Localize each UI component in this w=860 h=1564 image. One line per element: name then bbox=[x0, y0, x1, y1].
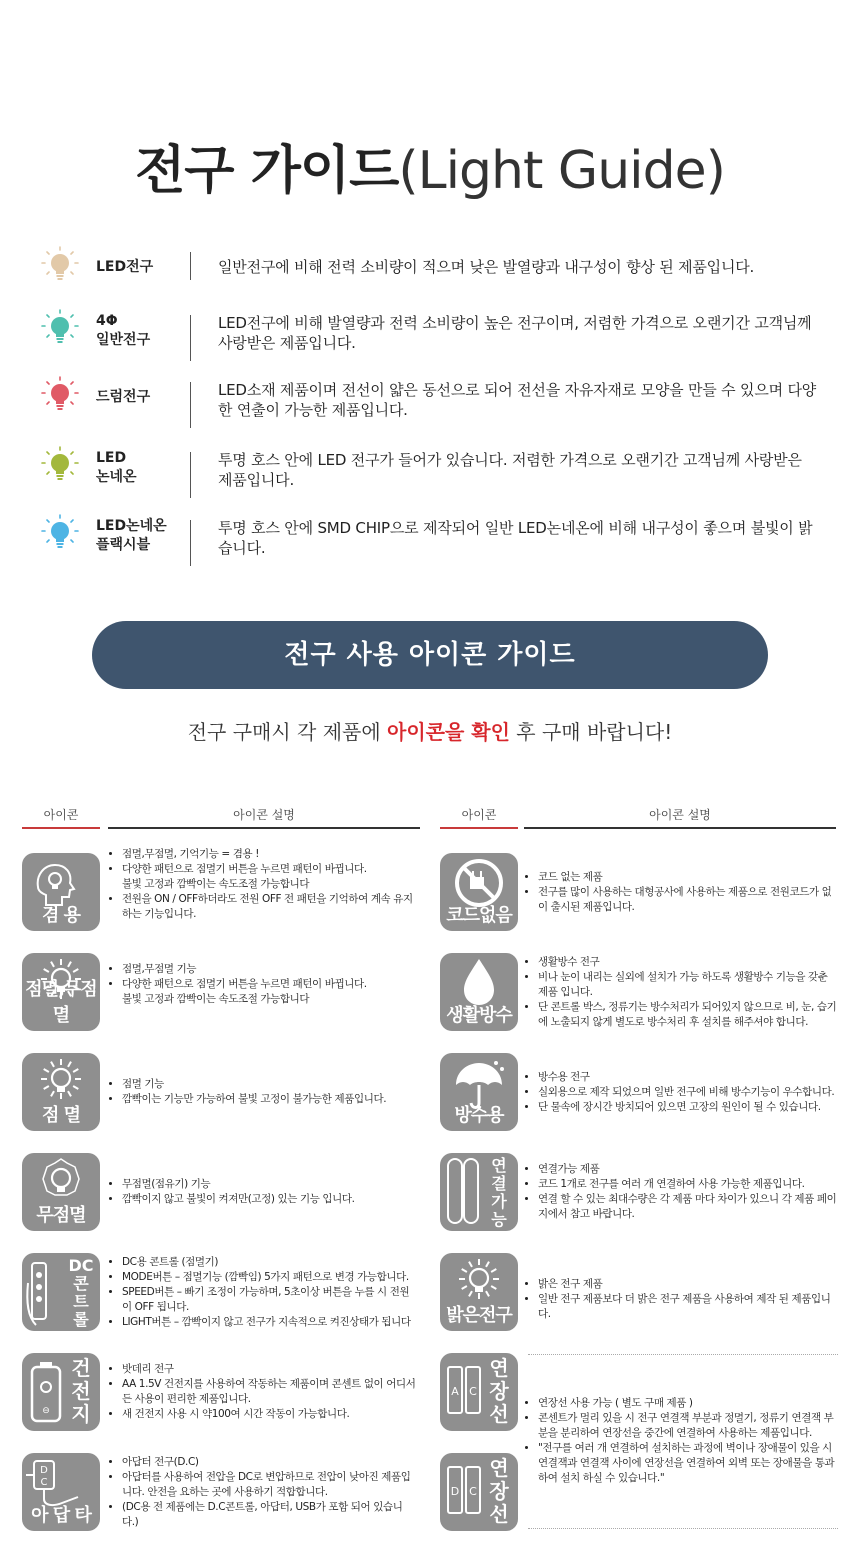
header-rule bbox=[524, 827, 836, 829]
light-type-name: LED논네온 플랙시블 bbox=[96, 518, 167, 553]
steady-bulb-icon bbox=[22, 1153, 100, 1231]
desc-line: • 다양한 패턴으로 점멸기 버튼을 누르면 패턴이 바뀝니다. 불빛 고정과 깜빡이는 속도조절 가능합니다 bbox=[122, 977, 418, 1007]
light-type-name: 드럼전구 bbox=[96, 389, 151, 405]
divider bbox=[190, 315, 191, 361]
extension-desc bbox=[526, 1396, 838, 1486]
desc-line: • 전원을 ON / OFF하더라도 전원 OFF 전 패턴을 기억하여 계속 유지하는 기능입니다. bbox=[122, 892, 418, 922]
icon-label: 점멸,무점멸 bbox=[25, 979, 97, 1026]
blink-bulb-icon bbox=[22, 953, 100, 1031]
desc-line: • 깜빡이는 기능만 가능하여 불빛 고정이 불가능한 제품입니다. bbox=[122, 1092, 418, 1107]
svg-text:A: A bbox=[451, 1385, 459, 1398]
divider bbox=[190, 520, 191, 566]
desc-line: • 새 건전지 사용 시 약100여 시간 작동이 가능합니다. bbox=[122, 1407, 418, 1422]
desc-line: • 밧데리 전구 bbox=[122, 1362, 418, 1377]
icon-label: 점 멸 bbox=[41, 1105, 81, 1126]
desc-line: • 콘센트가 멀리 있을 시 전구 연결잭 부분과 정멸기, 정류기 연결잭 부분을 분리하여 연장선을 중간에 연결하여 사용하는 제품입니다. bbox=[538, 1411, 838, 1441]
no-plug-icon bbox=[440, 853, 518, 931]
icon-label: 밝은전구 bbox=[446, 1305, 512, 1326]
icon-label: 연 장 선 bbox=[489, 1456, 509, 1526]
col-header-desc-left: 아이콘 설명 bbox=[233, 808, 295, 822]
head-bulb-icon bbox=[22, 853, 100, 931]
desc-line: • 점멸 기능 bbox=[122, 1077, 418, 1092]
desc-line: • DC용 콘트롤 (점멸기) bbox=[122, 1255, 418, 1270]
svg-text:C: C bbox=[469, 1485, 477, 1498]
icon-label: 아 답 타 bbox=[31, 1505, 91, 1526]
icon-label: 생활방수 bbox=[446, 1005, 512, 1026]
desc-line: • MODE버튼 – 점멸기능 (깜빡임) 5가지 패턴으로 변경 가능합니다. bbox=[122, 1270, 418, 1285]
light-type-row bbox=[38, 305, 838, 361]
desc-line: • 아답터를 사용하여 전압을 DC로 변압하므로 전압이 낮아진 제품입니다. 안전을 요하는 곳에 사용하기 적합합니다. bbox=[122, 1470, 418, 1500]
desc-line: • 점멸,무점멸 기능 bbox=[122, 962, 418, 977]
light-type-desc: 일반전구에 비해 전력 소비량이 적으며 낮은 발열량과 내구성이 향상 된 제품입니다. bbox=[218, 258, 755, 276]
icon-label: 무점멸 bbox=[36, 1205, 86, 1226]
icon-desc bbox=[526, 870, 838, 915]
light-type-desc: LED전구에 비해 발열량과 전력 소비량이 높은 전구이며, 저렴한 가격으로 오랜기간 고객님께 사랑받은 제품입니다. bbox=[218, 314, 812, 352]
desc-line: • 연장선 사용 가능 ( 별도 구매 제품 ) bbox=[538, 1396, 838, 1411]
icon-label: 연 결 가 능 bbox=[491, 1156, 507, 1229]
header-rule bbox=[108, 827, 420, 829]
bulb-icon bbox=[38, 444, 82, 488]
svg-text:D: D bbox=[40, 1465, 48, 1476]
desc-line: • SPEED버튼 – 빠기 조정이 가능하며, 5초이상 버튼을 누를 시 전원이 OFF 됩니다. bbox=[122, 1285, 418, 1315]
notice-text-end: 후 구매 바랍니다! bbox=[509, 720, 673, 744]
desc-line: • AA 1.5V 건전지를 사용하여 작동하는 제품이며 콘센트 없이 어디서든 사용이 편리한 제품입니다. bbox=[122, 1377, 418, 1407]
icon-desc bbox=[526, 955, 838, 1030]
icon-desc bbox=[110, 1455, 418, 1530]
water-drop-icon bbox=[440, 953, 518, 1031]
icon-label: 연 장 선 bbox=[489, 1356, 509, 1426]
icon-label: DC 콘 트 롤 bbox=[68, 1256, 94, 1329]
light-type-desc: LED소재 제품이며 전선이 얇은 동선으로 되어 전선을 자유자재로 모양을 만들 수 있으며 다양한 연출이 가능한 제품입니다. bbox=[218, 381, 817, 419]
icon-label: 방수용 bbox=[454, 1105, 504, 1126]
bulb-icon bbox=[38, 244, 82, 288]
icon-label: 건 전 지 bbox=[71, 1356, 91, 1426]
dc-controller-icon bbox=[22, 1253, 100, 1331]
icon-guide-banner: 전구 사용 아이콘 가이드 bbox=[92, 621, 768, 689]
icon-desc bbox=[110, 1255, 418, 1330]
divider bbox=[190, 452, 191, 498]
purchase-notice bbox=[0, 716, 860, 745]
light-type-name: LED 논네온 bbox=[96, 450, 137, 485]
desc-line: • LIGHT버튼 – 깜빡이지 않고 전구가 지속적으로 켜진상태가 됩니다 bbox=[122, 1315, 418, 1330]
divider bbox=[528, 1354, 838, 1355]
title-latin: (Light Guide) bbox=[398, 141, 725, 201]
desc-line: • 코드 없는 제품 bbox=[538, 870, 838, 885]
umbrella-icon bbox=[440, 1053, 518, 1131]
desc-line: • 점멸,무점멸, 기억기능 = 겸용 ! bbox=[122, 847, 418, 862]
col-header-desc-right: 아이콘 설명 bbox=[649, 808, 711, 822]
desc-line: • 코드 1개로 전구를 여러 개 연결하여 사용 가능한 제품입니다. bbox=[538, 1177, 838, 1192]
desc-line: • 아답터 전구(D.C) bbox=[122, 1455, 418, 1470]
desc-line: • (DC용 전 제품에는 D.C콘트롤, 아답터, USB가 포함 되어 있습니다.) bbox=[122, 1500, 418, 1530]
notice-highlight: 아이콘을 확인 bbox=[387, 720, 510, 744]
desc-line: • 밝은 전구 제품 bbox=[538, 1277, 838, 1292]
desc-line: • 단 물속에 장시간 방치되어 있으면 고장의 원인이 될 수 있습니다. bbox=[538, 1100, 838, 1115]
page-title bbox=[0, 128, 860, 203]
icon-desc bbox=[110, 962, 418, 1007]
icon-desc bbox=[526, 1162, 838, 1222]
svg-text:D: D bbox=[450, 1485, 460, 1498]
notice-text: 전구 구매시 각 제품에 bbox=[187, 720, 388, 744]
light-type-row bbox=[38, 510, 838, 566]
icon-desc bbox=[110, 1177, 418, 1207]
desc-line: • 생활방수 전구 bbox=[538, 955, 838, 970]
icon-label: 코드없음 bbox=[446, 905, 512, 926]
svg-text:C: C bbox=[469, 1385, 477, 1398]
svg-text:C: C bbox=[40, 1477, 48, 1488]
svg-text:⊖: ⊖ bbox=[42, 1406, 50, 1416]
connect-icon bbox=[440, 1153, 518, 1231]
desc-line: • 다양한 패턴으로 점멸기 버튼을 누르면 패턴이 바뀝니다. 불빛 고정과 깜빡이는 속도조절 가능합니다 bbox=[122, 862, 418, 892]
desc-line: • 무점멸(점유기) 기능 bbox=[122, 1177, 418, 1192]
blink-icon bbox=[22, 1053, 100, 1131]
desc-line: • 연결가능 제품 bbox=[538, 1162, 838, 1177]
desc-line: • 연결 할 수 있는 최대수량은 각 제품 마다 차이가 있으니 각 제품 페이지에서 참고 바랍니다. bbox=[538, 1192, 838, 1222]
divider bbox=[528, 1528, 838, 1529]
ac-extension-icon bbox=[440, 1353, 518, 1431]
desc-line: • "전구를 여러 개 연결하여 설치하는 과정에 벽이나 장애물이 있을 시 연결잭과 연결잭 사이에 연장선을 연결하여 외벽 또는 장애물을 통과하여 설치 하실 수 있습니다." bbox=[538, 1441, 838, 1486]
light-type-row bbox=[38, 442, 838, 498]
desc-line: • 방수용 전구 bbox=[538, 1070, 838, 1085]
divider bbox=[190, 382, 191, 428]
dc-extension-icon bbox=[440, 1453, 518, 1531]
bulb-icon bbox=[38, 374, 82, 418]
desc-line: • 일반 전구 제품보다 더 밝은 전구 제품을 사용하여 제작 된 제품입니다. bbox=[538, 1292, 838, 1322]
adapter-icon bbox=[22, 1453, 100, 1531]
icon-label: 겸 용 bbox=[41, 905, 81, 926]
icon-desc bbox=[110, 1077, 418, 1107]
col-header-icon-left: 아이콘 bbox=[43, 808, 79, 822]
light-type-desc: 투명 호스 안에 SMD CHIP으로 제작되어 일반 LED논네온에 비해 내구성이 좋으며 불빛이 밝습니다. bbox=[218, 519, 813, 557]
bulb-icon bbox=[38, 307, 82, 351]
col-header-icon-right: 아이콘 bbox=[461, 808, 497, 822]
icon-desc bbox=[110, 1362, 418, 1422]
light-type-name: 4Φ 일반전구 bbox=[96, 313, 151, 348]
light-type-row bbox=[38, 242, 838, 298]
icon-desc bbox=[110, 847, 418, 922]
light-type-desc: 투명 호스 안에 LED 전구가 들어가 있습니다. 저렴한 가격으로 오랜기간 고객님께 사랑받은 제품입니다. bbox=[218, 451, 802, 489]
divider bbox=[190, 252, 191, 280]
icon-desc bbox=[526, 1070, 838, 1115]
desc-line: • 실외용으로 제작 되었으며 일반 전구에 비해 방수기능이 우수합니다. bbox=[538, 1085, 838, 1100]
title-korean: 전구 가이드 bbox=[135, 141, 399, 201]
desc-line: • 단 콘트롤 박스, 정류기는 방수처리가 되어있지 않으므로 비, 눈, 습기에 노출되지 않게 별도로 방수처리 후 설치를 해주셔야 합니다. bbox=[538, 1000, 838, 1030]
light-type-row bbox=[38, 372, 838, 428]
icon-desc bbox=[526, 1277, 838, 1322]
battery-icon bbox=[22, 1353, 100, 1431]
desc-line: • 비나 눈이 내리는 실외에 설치가 가능 하도록 생활방수 기능을 갖춘 제품 입니다. bbox=[538, 970, 838, 1000]
bulb-icon bbox=[38, 512, 82, 556]
header-rule bbox=[440, 827, 518, 829]
desc-line: • 깜빡이지 않고 불빛이 켜져만(고정) 있는 기능 입니다. bbox=[122, 1192, 418, 1207]
bright-bulb-icon bbox=[440, 1253, 518, 1331]
desc-line: • 전구를 많이 사용하는 대형공사에 사용하는 제품으로 전원코드가 없이 출시된 제품입니다. bbox=[538, 885, 838, 915]
header-rule bbox=[22, 827, 100, 829]
light-type-name: LED전구 bbox=[96, 259, 154, 275]
